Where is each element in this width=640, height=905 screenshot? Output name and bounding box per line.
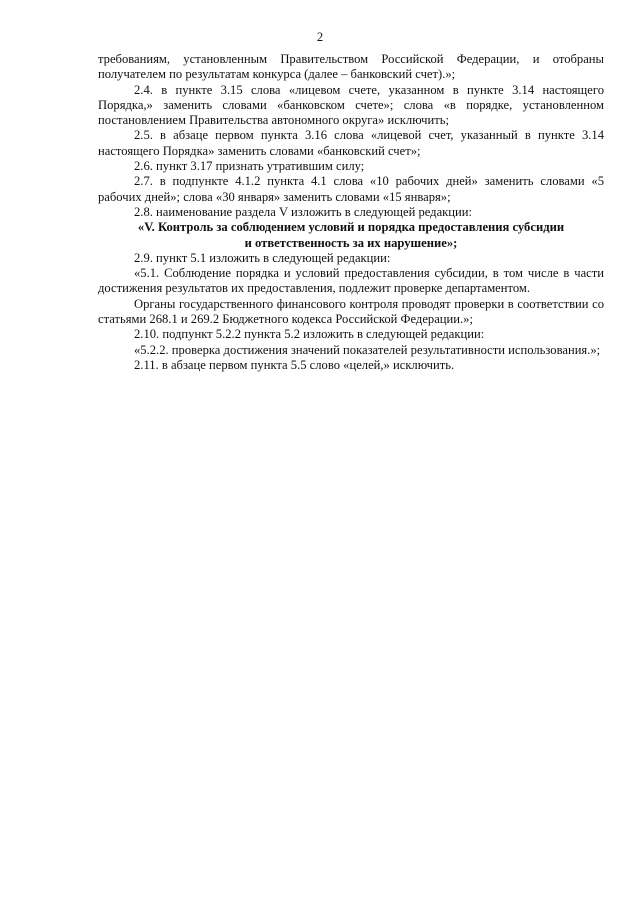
paragraph-item-2-6: 2.6. пункт 3.17 признать утратившим силу; [134, 159, 365, 174]
section-heading-line-2: и ответственность за их нарушение»; [244, 235, 458, 250]
paragraph-quote-control: Органы государственного финансового контроля проводят проверки в соответствии со статьями 268.1 и 269.2 Бюджетного кодекса Российской Федерации.»; [98, 296, 604, 327]
paragraph-item-2-7: 2.7. в подпункте 4.1.2 пункта 4.1 слова «10 рабочих дней» заменить словами «5 рабочих дней»; слова «30 января» заменить словами «15 января»; [98, 174, 604, 204]
paragraph-item-2-5: 2.5. в абзаце первом пункта 3.16 слова «лицевой счет, указанный в пункте 3.14 настоящего Порядка» заменить словами «банковский счет»; [98, 128, 604, 158]
paragraph-item-2-10: 2.10. подпункт 5.2.2 пункта 5.2 изложить в следующей редакции: [134, 327, 485, 342]
section-heading [98, 220, 604, 251]
paragraph-item-2-9: 2.9. пункт 5.1 изложить в следующей редакции: [134, 250, 391, 265]
paragraph-quote-5-2-2: «5.2.2. проверка достижения значений показателей результативности использования.»; [134, 342, 601, 357]
paragraph-item-2-8: 2.8. наименование раздела V изложить в следующей редакции: [134, 204, 473, 219]
document-body [98, 52, 604, 373]
page-number: 2 [316, 30, 324, 44]
section-heading-line-1: «V. Контроль за соблюдением условий и порядка предоставления субсидии [137, 220, 565, 235]
paragraph-continuation: требованиям, установленным Правительством Российской Федерации, и отобраны получателем по результатам конкурса (далее – банковский счет).»; [98, 52, 604, 82]
paragraph-item-2-11: 2.11. в абзаце первом пункта 5.5 слово «целей,» исключить. [134, 357, 455, 372]
paragraph-quote-5-1: «5.1. Соблюдение порядка и условий предоставления субсидии, в том числе в части достижения результатов их предоставления, подлежит проверке департаментом. [98, 266, 604, 296]
paragraph-item-2-4: 2.4. в пункте 3.15 слова «лицевом счете, указанном в пункте 3.14 настоящего Порядка,» заменить словами «банковском счете»; слова «в порядке, установленном постановлением Правительства автономного округа» исключить; [98, 82, 604, 128]
